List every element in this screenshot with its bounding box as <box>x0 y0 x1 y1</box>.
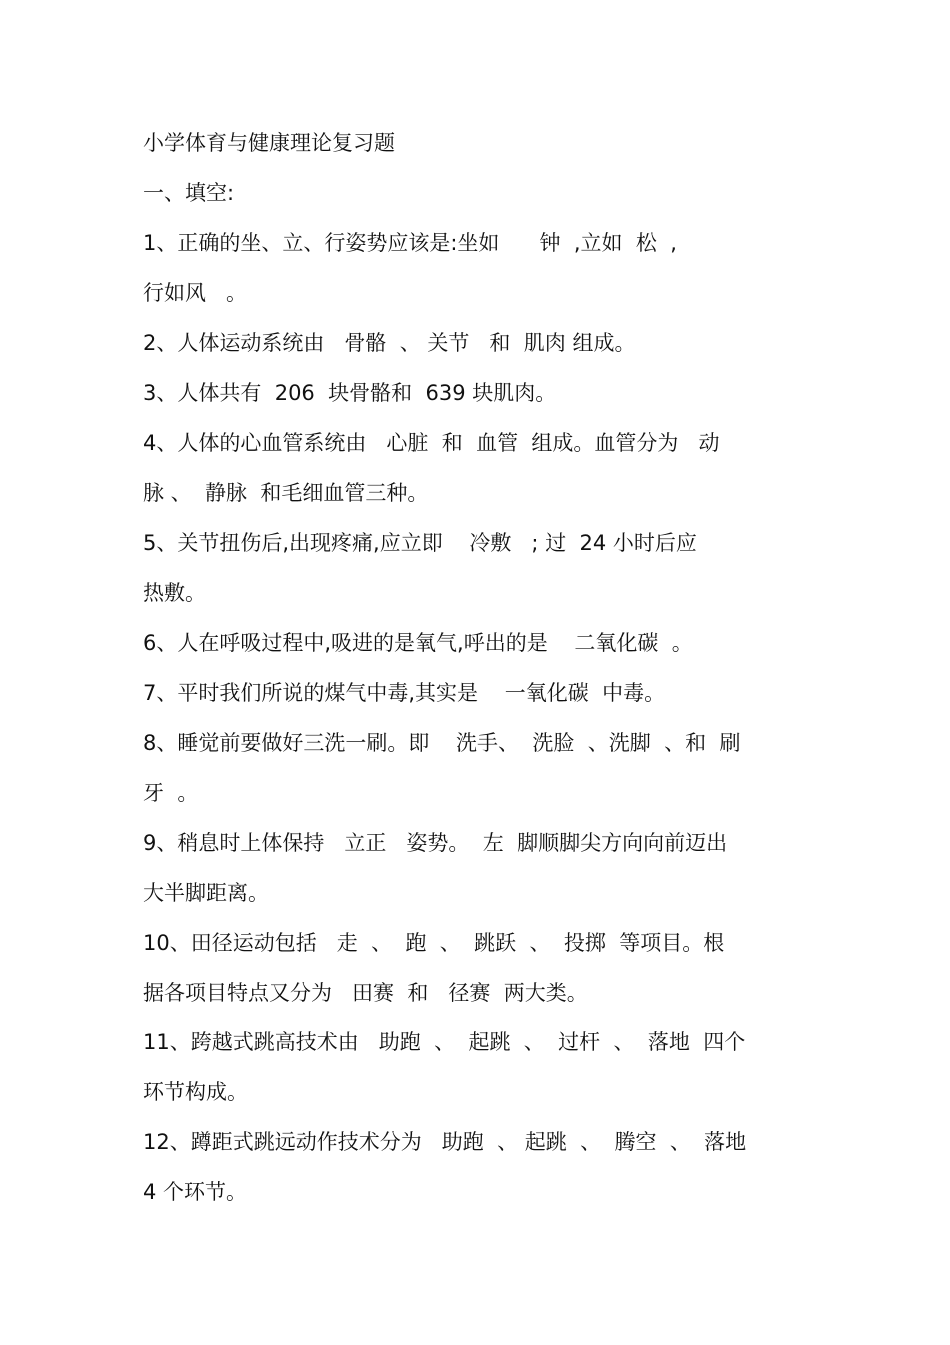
question-line: 8、睡觉前要做好三洗一刷。即 洗手、 洗脸 、洗脚 、和 刷 <box>143 731 741 755</box>
section-heading: 一、填空: <box>143 181 235 205</box>
question-line: 12、蹲距式跳远动作技术分为 助跑 、 起跳 、 腾空 、 落地 <box>143 1130 747 1154</box>
question-line: 1、正确的坐、立、行姿势应该是:坐如 钟 ,立如 松 , <box>143 231 677 255</box>
question-line: 环节构成。 <box>143 1080 248 1104</box>
question-line: 2、人体运动系统由 骨骼 、 关节 和 肌肉 组成。 <box>143 331 636 355</box>
question-line: 脉 、 静脉 和毛细血管三种。 <box>143 481 429 505</box>
question-line: 4、人体的心血管系统由 心脏 和 血管 组成。血管分为 动 <box>143 431 720 455</box>
question-line: 5、关节扭伤后,出现疼痛,应立即 冷敷 ; 过 24 小时后应 <box>143 531 697 555</box>
page-title: 小学体育与健康理论复习题 <box>143 131 395 155</box>
question-line: 牙 。 <box>143 781 199 805</box>
question-line: 11、跨越式跳高技术由 助跑 、 起跳 、 过杆 、 落地 四个 <box>143 1030 746 1054</box>
question-line: 4 个环节。 <box>143 1180 248 1204</box>
question-line: 7、平时我们所说的煤气中毒,其实是 一氧化碳 中毒。 <box>143 681 666 705</box>
question-line: 9、稍息时上体保持 立正 姿势。 左 脚顺脚尖方向向前迈出 <box>143 831 728 855</box>
question-line: 6、人在呼吸过程中,吸进的是氧气,呼出的是 二氧化碳 。 <box>143 631 693 655</box>
question-line: 热敷。 <box>143 581 206 605</box>
question-line: 行如风 。 <box>143 281 248 305</box>
question-line: 10、田径运动包括 走 、 跑 、 跳跃 、 投掷 等项目。根 <box>143 931 725 955</box>
question-line: 大半脚距离。 <box>143 881 269 905</box>
question-line: 据各项目特点又分为 田赛 和 径赛 两大类。 <box>143 981 588 1005</box>
question-line: 3、人体共有 206 块骨骼和 639 块肌肉。 <box>143 381 557 405</box>
